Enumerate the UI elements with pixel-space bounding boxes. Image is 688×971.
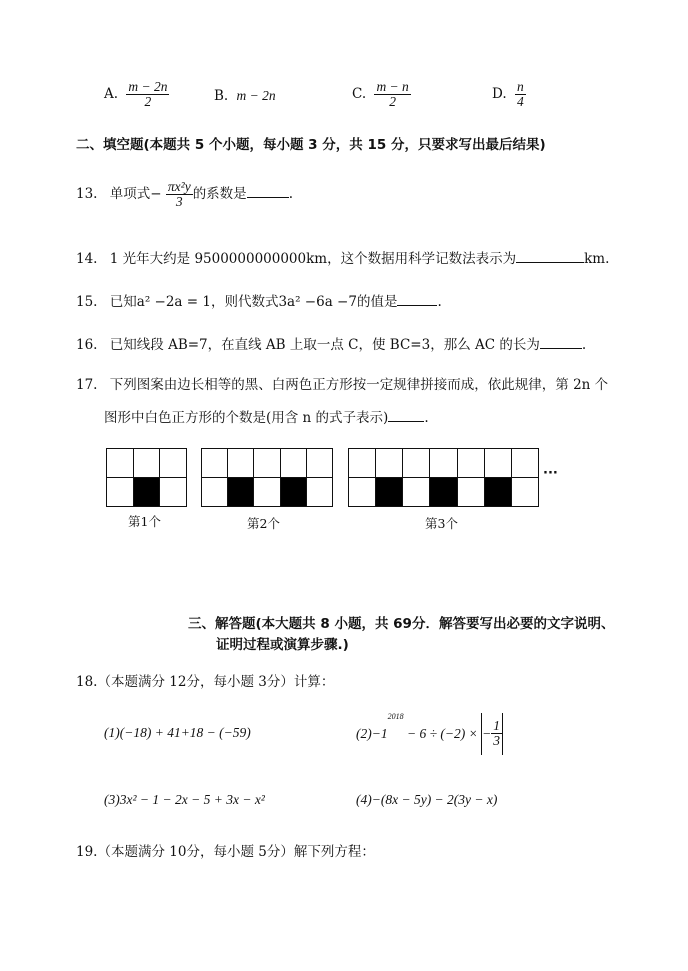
q15-text: 已知a² −2a = 1，则代数式3a² −6a −7的值是 (109, 294, 398, 310)
option-d (492, 80, 526, 109)
white-square (306, 477, 333, 507)
q18-part-2-denominator: 3 (493, 733, 500, 749)
q18-part-2-exponent: 2018 (387, 712, 404, 721)
white-square (227, 448, 254, 478)
q18-part-4: (4)−(8x − 5y) − 2(3y − x) (356, 792, 498, 807)
q14-text: 1 光年大约是 9500000000000km，这个数据用科学记数法表示为 (109, 251, 517, 267)
option-c-denominator: 2 (389, 94, 396, 110)
q13-number: 13. (76, 186, 98, 203)
white-square (253, 477, 280, 507)
white-square (511, 448, 539, 478)
q13-fraction (166, 180, 193, 209)
question-18-intro: 18.（本题满分 12分，每小题 3分）计算： (76, 674, 335, 690)
q17-line2: 图形中白色正方形的个数是(用含 n 的式子表示) (104, 410, 389, 426)
question-17 (76, 373, 608, 393)
q13-post: 的系数是 (192, 186, 247, 203)
white-square (429, 448, 457, 478)
white-square (348, 448, 376, 478)
q18-part-2-numerator: 1 (493, 718, 500, 734)
white-square (484, 448, 512, 478)
q17-line1: 下列图案由边长相等的黑、白两色正方形按一定规律拼接而成，依此规律，第 2n 个 (109, 377, 609, 393)
pattern-figure-1 (106, 448, 186, 506)
q18-abs-bar-right (502, 713, 503, 755)
question-16 (76, 333, 586, 353)
q13-denominator: 3 (175, 194, 183, 210)
q16-end: . (581, 337, 587, 353)
option-a (104, 80, 169, 109)
white-square (402, 477, 430, 507)
pattern-figure-3 (348, 448, 538, 506)
question-17-line2 (104, 406, 429, 426)
option-d-label: D. (492, 86, 507, 103)
option-c (352, 80, 411, 109)
white-square (159, 448, 187, 478)
white-square (106, 477, 134, 507)
black-square (133, 477, 161, 507)
q13-answer-blank (247, 185, 289, 198)
option-b-expression: m − 2n (236, 88, 276, 103)
white-square (375, 448, 403, 478)
q18-part-3: (3)3x² − 1 − 2x − 5 + 3x − x² (104, 792, 265, 807)
q17-answer-blank (388, 409, 424, 422)
q18-part-2-fraction (491, 719, 502, 748)
option-a-denominator: 2 (144, 94, 152, 110)
q18-part-2-pre: (2)−1 (356, 725, 388, 741)
q17-end: . (424, 410, 429, 426)
question-13: 13. 单项式− $\frac{\text{πx²y}}{3}$ 的系数是 . (76, 179, 293, 210)
black-square (280, 477, 307, 507)
q13-end: . (288, 186, 293, 203)
white-square (106, 448, 134, 478)
option-a-fraction (126, 80, 169, 109)
option-b (214, 88, 276, 104)
section-2-heading: 二、填空题(本题共 5 个小题，每小题 3 分，共 15 分，只要求写出最后结果) (76, 137, 546, 153)
white-square (402, 448, 430, 478)
white-square (201, 448, 228, 478)
q15-end: . (437, 294, 442, 310)
white-square (133, 448, 161, 478)
option-c-label: C. (352, 86, 367, 103)
question-14 (76, 247, 609, 267)
white-square (457, 477, 485, 507)
option-d-fraction (515, 80, 526, 109)
q15-answer-blank (397, 293, 437, 306)
figure-2-label: 第2个 (247, 516, 280, 531)
q18-part-1: (1)(−18) + 41+18 − (−59) (104, 725, 251, 740)
q16-answer-blank (540, 336, 582, 349)
option-c-fraction (374, 80, 410, 109)
option-a-numerator: m − 2n (128, 79, 168, 94)
q14-end: km. (584, 251, 610, 267)
option-d-denominator: 4 (516, 94, 524, 110)
white-square (348, 477, 376, 507)
q16-number: 16. (76, 337, 98, 353)
white-square (280, 448, 307, 478)
question-15 (76, 290, 442, 310)
black-square (484, 477, 512, 507)
q16-text: 已知线段 AB=7，在直线 AB 上取一点 C，使 BC=3，那么 AC 的长为 (109, 337, 540, 353)
pattern-ellipsis: ··· (543, 466, 558, 481)
q13-pre: 单项式 (109, 186, 151, 203)
q17-number: 17. (76, 377, 98, 393)
black-square (227, 477, 254, 507)
white-square (159, 477, 187, 507)
figure-1-label: 第1个 (128, 514, 161, 529)
q18-part-2: $(2)-1^{2018} - 6 \div (-2)$ × − $\frac{1}{3}$ (356, 712, 503, 755)
pattern-figure-2 (201, 448, 332, 506)
option-c-numerator: m − n (376, 79, 409, 94)
option-b-label: B. (214, 88, 229, 104)
white-square (201, 477, 228, 507)
q18-part-2-mid: − 6 ÷ (−2) × (403, 725, 478, 741)
section-3-heading-line1: 三、解答题(本大题共 8 小题，共 69分．解答要写出必要的文字说明、 (188, 616, 615, 632)
black-square (429, 477, 457, 507)
q13-numerator: πx²y (167, 179, 191, 194)
black-square (375, 477, 403, 507)
section-3-heading-line2: 证明过程或演算步骤.) (216, 637, 349, 653)
white-square (511, 477, 539, 507)
figure-3-label: 第3个 (425, 516, 458, 531)
q14-answer-blank (516, 250, 584, 263)
white-square (253, 448, 280, 478)
white-square (306, 448, 333, 478)
q15-number: 15. (76, 294, 98, 310)
option-d-numerator: n (516, 79, 524, 94)
white-square (457, 448, 485, 478)
question-19-intro: 19.（本题满分 10分，每小题 5分）解下列方程： (76, 844, 375, 860)
option-a-label: A. (104, 86, 119, 103)
q14-number: 14. (76, 251, 98, 267)
